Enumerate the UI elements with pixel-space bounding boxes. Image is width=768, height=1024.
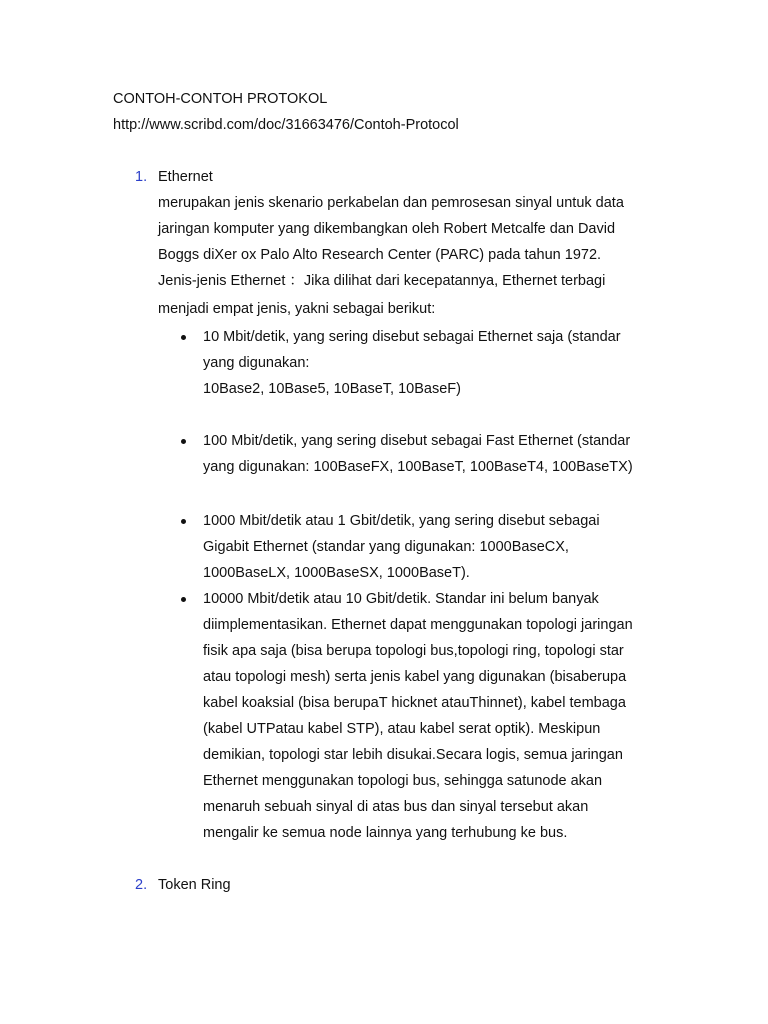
bullet-4-line: atau topologi mesh) serta jenis kabel yang digunakan (bisaberupa [203,669,627,685]
ethernet-desc-line: jaringan komputer yang dikembangkan oleh Robert Metcalfe dan David [158,221,616,237]
bullet-4-line: demikian, topologi star lebih disukai.Secara logis, semua jaringan [203,747,623,763]
item-number-2: 2. [135,877,148,893]
bullet-point [181,335,186,340]
bullet-4-line: Ethernet menggunakan topologi bus, sehingga satunode akan [203,773,603,789]
ethernet-desc-line: Jenis-jenis Ethernet ：Jika dilihat dari kecepatannya, Ethernet terbagi [158,273,606,289]
item-number-1: 1. [135,169,148,185]
bullet-point [181,519,186,524]
ethernet-desc-line: Boggs diXer ox Palo Alto Research Center (PARC) pada tahun 1972. [158,247,602,263]
item-title-ethernet: Ethernet [158,169,213,185]
ethernet-desc-line: menjadi empat jenis, yakni sebagai berikut: [158,301,436,317]
bullet-4-line: diimplementasikan. Ethernet dapat menggunakan topologi jaringan [203,617,633,633]
bullet-1-line: 10Base2, 10Base5, 10BaseT, 10BaseF) [203,381,461,397]
bullet-2-line: yang digunakan: 100BaseFX, 100BaseT, 100BaseT4, 100BaseTX) [203,459,633,475]
bullet-4-line: mengalir ke semua node lainnya yang terhubung ke bus. [203,825,568,841]
bullet-2-line: 100 Mbit/detik, yang sering disebut sebagai Fast Ethernet (standar [203,433,631,449]
bullet-1-line: yang digunakan: [203,355,310,371]
bullet-3-line: Gigabit Ethernet (standar yang digunakan: 1000BaseCX, [203,539,569,555]
bullet-3-line: 1000 Mbit/detik atau 1 Gbit/detik, yang sering disebut sebagai [203,513,600,529]
bullet-4-line: menaruh sebuah sinyal di atas bus dan sinyal tersebut akan [203,799,589,815]
bullet-point [181,439,186,444]
bullet-3-line: 1000BaseLX, 1000BaseSX, 1000BaseT). [203,565,470,581]
document-title: CONTOH-CONTOH PROTOKOL [113,91,328,107]
bullet-4-line: fisik apa saja (bisa berupa topologi bus,topologi ring, topologi star [203,643,624,659]
item-title-token-ring: Token Ring [158,877,231,893]
bullet-4-line: (kabel UTPatau kabel STP), atau kabel serat optik). Meskipun [203,721,601,737]
bullet-point [181,597,186,602]
bullet-4-line: 10000 Mbit/detik atau 10 Gbit/detik. Standar ini belum banyak [203,591,599,607]
bullet-4-line: kabel koaksial (bisa berupaT hicknet atauThinnet), kabel tembaga [203,695,626,711]
ethernet-desc-line: merupakan jenis skenario perkabelan dan pemrosesan sinyal untuk data [158,195,624,211]
source-url: http://www.scribd.com/doc/31663476/Contoh-Protocol [113,117,459,133]
bullet-1-line: 10 Mbit/detik, yang sering disebut sebagai Ethernet saja (standar [203,329,621,345]
